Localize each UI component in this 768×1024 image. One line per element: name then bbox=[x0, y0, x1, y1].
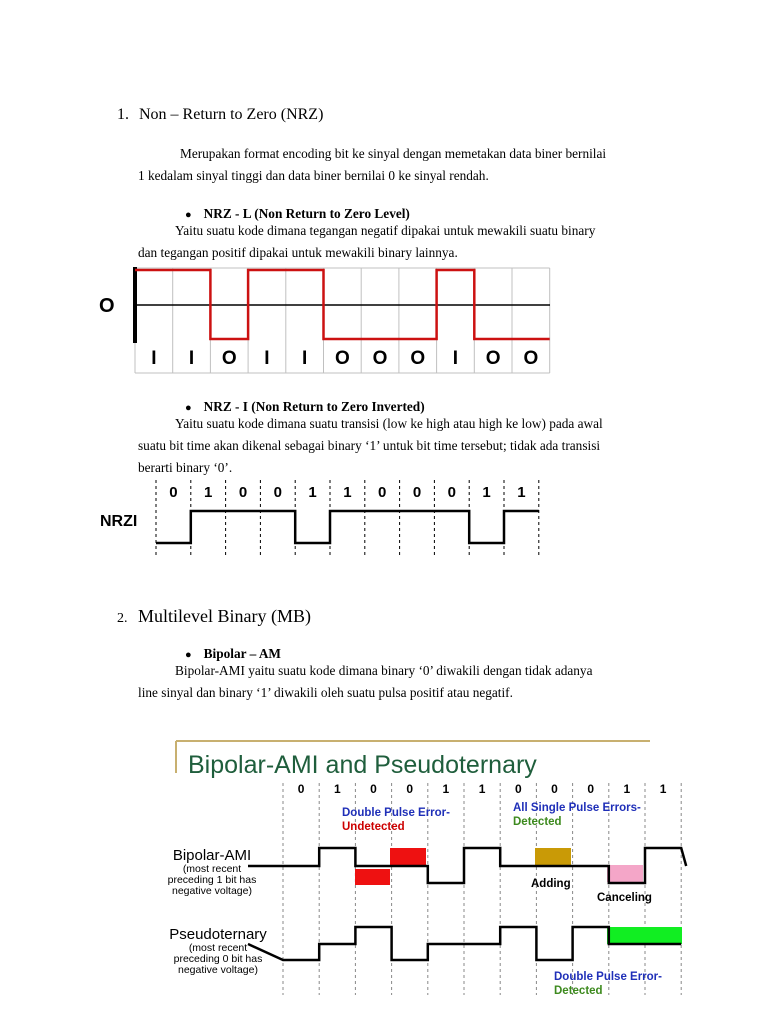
nrzi-bit-label: 1 bbox=[308, 484, 317, 501]
nrzi-bit-labels bbox=[169, 484, 525, 501]
figure-bit-label: 0 bbox=[514, 782, 522, 796]
nrzl-desc-line-2: dan tegangan positif dipakai untuk mewakili binary lainnya. bbox=[138, 245, 458, 260]
ami-row-sub-3: negative voltage) bbox=[172, 885, 252, 897]
nrzi-bit-label: 1 bbox=[343, 484, 352, 501]
nrzl-description bbox=[138, 220, 675, 264]
figure-bit-label: 0 bbox=[370, 782, 377, 796]
nrzi-bit-label: 1 bbox=[204, 484, 213, 501]
nrzi-bit-label: 0 bbox=[447, 484, 456, 501]
nrzi-desc-line-2: suatu bit time akan dikenal sebagai binary ‘1’ untuk bit time tersebut; tidak ada transisi bbox=[138, 438, 601, 453]
nrzi-desc-line-1: Yaitu suatu kode dimana suatu transisi (low ke high atau high ke low) pada awal bbox=[175, 416, 603, 431]
figure-bit-label: 0 bbox=[297, 782, 305, 796]
ami-desc-line-2: line sinyal dan binary ‘1’ diwakili oleh suatu pulsa positif atau negatif. bbox=[138, 685, 513, 700]
error-pulse-red-positive bbox=[390, 848, 426, 865]
pseudo-row-label: Pseudoternary bbox=[169, 926, 267, 943]
nrzl-bit-label: O bbox=[410, 348, 426, 369]
error-pulse-green-1 bbox=[607, 927, 644, 944]
nrzi-desc-line-3: berarti binary ‘0’. bbox=[138, 460, 233, 475]
nrzi-diagram bbox=[95, 478, 550, 560]
error-pulse-red-negative bbox=[355, 869, 390, 885]
figure-bit-label: 0 bbox=[587, 782, 595, 796]
error-pulse-green-2 bbox=[644, 927, 682, 944]
figure-title: Bipolar-AMI and Pseudoternary bbox=[188, 751, 537, 779]
nrzi-title: NRZ - I (Non Return to Zero Inverted) bbox=[203, 399, 425, 414]
ami-row-sub-1: (most recent bbox=[182, 863, 242, 875]
figure-bit-label: 1 bbox=[478, 782, 486, 796]
nrzl-diagram bbox=[95, 263, 555, 378]
adding-label: Adding bbox=[531, 878, 571, 890]
ami-desc-line-1: Bipolar-AMI yaitu suatu kode dimana binary ‘0’ diwakili dengan tidak adanya bbox=[175, 663, 593, 678]
nrzl-bit-labels bbox=[151, 348, 538, 369]
figure-bit-label: 1 bbox=[442, 782, 450, 796]
nrzl-bit-label: O bbox=[485, 348, 501, 369]
pseudo-row-sub-2: preceding 0 bit has bbox=[173, 953, 263, 965]
nrzl-bit-label: I bbox=[151, 348, 157, 369]
double-pulse-error-2-status: Detected bbox=[554, 985, 603, 997]
section-1-number: 1. bbox=[117, 106, 129, 123]
nrzi-label: NRZI bbox=[100, 513, 138, 530]
nrzl-zero-label: O bbox=[99, 295, 115, 317]
figure-bit-label: 0 bbox=[406, 782, 414, 796]
bipolar-ami-figure bbox=[150, 733, 690, 1003]
bullet-dot-icon: ● bbox=[185, 649, 192, 661]
ami-description bbox=[138, 660, 675, 704]
nrzi-bit-label: 0 bbox=[273, 484, 282, 501]
nrzi-description bbox=[138, 413, 675, 479]
bullet-dot-icon: ● bbox=[185, 209, 192, 221]
single-pulse-errors-title: All Single Pulse Errors- bbox=[513, 802, 641, 814]
ami-row-label: Bipolar-AMI bbox=[172, 847, 252, 864]
error-pulse-adding bbox=[535, 848, 571, 865]
nrzl-bit-label: O bbox=[523, 348, 539, 369]
nrzl-bit-label: I bbox=[188, 348, 195, 369]
nrzl-bit-label: O bbox=[221, 348, 237, 369]
figure-bit-label: 1 bbox=[333, 782, 341, 796]
nrzi-bit-label: 0 bbox=[412, 484, 422, 501]
nrzl-bit-label: I bbox=[302, 348, 308, 369]
nrzi-bit-label: 1 bbox=[482, 484, 491, 501]
section-1-intro bbox=[138, 143, 675, 187]
error-pulse-canceling bbox=[607, 865, 643, 882]
nrzi-bit-label: 0 bbox=[378, 484, 387, 501]
section-2-heading bbox=[117, 606, 311, 627]
double-pulse-error-title: Double Pulse Error- bbox=[342, 807, 450, 819]
figure-bit-label: 1 bbox=[623, 782, 631, 796]
nrzl-title: NRZ - L (Non Return to Zero Level) bbox=[203, 206, 410, 221]
figure-bit-label: 0 bbox=[551, 782, 558, 796]
nrzl-bit-label: O bbox=[334, 348, 350, 369]
pseudo-row-sub-3: negative voltage) bbox=[178, 964, 258, 976]
single-pulse-errors-status: Detected bbox=[513, 816, 562, 828]
pseudo-row-sub-1: (most recent bbox=[188, 942, 248, 954]
double-pulse-error-2-title: Double Pulse Error- bbox=[554, 971, 662, 983]
nrzi-bit-label: 1 bbox=[517, 484, 526, 501]
section-2-number: 2. bbox=[117, 611, 128, 626]
ami-row-sub-2: preceding 1 bit has bbox=[167, 874, 257, 886]
nrzl-bit-label: I bbox=[264, 348, 270, 369]
ami-title: Bipolar – AM bbox=[203, 646, 281, 661]
figure-bit-labels bbox=[298, 782, 667, 796]
figure-bit-label: 1 bbox=[659, 782, 667, 796]
nrzi-bit-label: 0 bbox=[169, 484, 178, 501]
intro-line-2: 1 kedalam sinyal tinggi dan data biner bernilai 0 ke sinyal rendah. bbox=[138, 168, 489, 183]
section-1-heading bbox=[117, 106, 323, 124]
intro-line-1: Merupakan format encoding bit ke sinyal dengan memetakan data biner bernilai bbox=[180, 146, 607, 161]
section-2-title: Multilevel Binary (MB) bbox=[138, 606, 311, 626]
double-pulse-error-status: Undetected bbox=[342, 821, 405, 833]
bullet-dot-icon: ● bbox=[185, 402, 192, 414]
nrzl-bit-label: I bbox=[452, 348, 459, 369]
section-1-title: Non – Return to Zero (NRZ) bbox=[139, 106, 324, 123]
nrzl-bit-label: O bbox=[372, 348, 388, 369]
nrzi-waveform bbox=[156, 511, 539, 543]
canceling-label: Canceling bbox=[597, 892, 652, 904]
nrzi-bit-label: 0 bbox=[238, 484, 248, 501]
nrzl-desc-line-1: Yaitu suatu kode dimana tegangan negatif dipakai untuk mewakili suatu binary bbox=[175, 223, 596, 238]
